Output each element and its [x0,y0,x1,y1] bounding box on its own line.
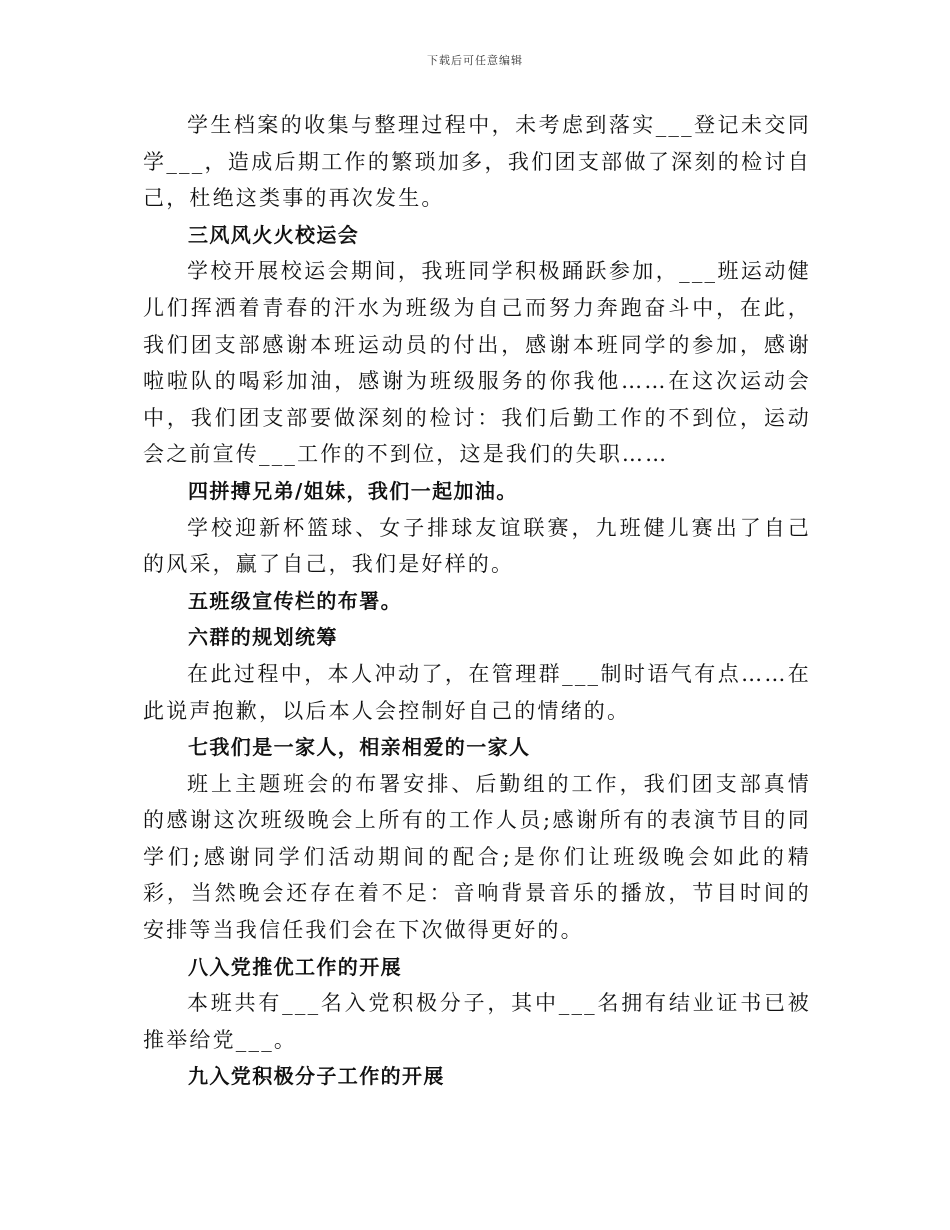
page-header: 下载后可任意编辑 [427,54,523,67]
section-heading: 三风风火火校运会 [188,222,360,247]
section-heading: 八入党推优工作的开展 [188,954,402,979]
section-heading: 五班级宣传栏的布署。 [188,588,402,613]
section-heading: 四拼搏兄弟/姐妹，我们一起加油。 [188,478,518,503]
section-heading: 六群的规划统筹 [188,625,338,650]
section-heading: 七我们是一家人，相亲相爱的一家人 [188,735,531,760]
document-body [143,107,811,1095]
paragraph: 学校迎新杯篮球、女子排球友谊联赛，九班健儿赛出了自己的风采，赢了自己，我们是好样的。 [143,515,811,577]
section-heading: 九入党积极分子工作的开展 [188,1064,445,1089]
paragraph: 本班共有___名入党积极分子，其中___名拥有结业证书已被推举给党___。 [143,991,811,1052]
paragraph: 在此过程中，本人冲动了，在管理群___制时语气有点……在此说声抱歉，以后本人会控制好自己的情绪的。 [143,661,811,723]
paragraph: 学校开展校运会期间，我班同学积极踊跃参加，___班运动健儿们挥洒着青春的汗水为班级为自己而努力奔跑奋斗中，在此，我们团支部感谢本班运动员的付出，感谢本班同学的参加，感谢啦啦队的喝彩加油，感谢为班级服务的你我他……在这次运动会中，我们团支部要做深刻的检讨：我们后勤工作的不到位，运动会之前宣传___工作的不到位，这是我们的失职…… [143,259,811,467]
paragraph: 班上主题班会的布署安排、后勤组的工作，我们团支部真情的感谢这次班级晚会上所有的工作人员;感谢所有的表演节目的同学们;感谢同学们活动期间的配合;是你们让班级晚会如此的精彩，当然晚会还存在着不足：音响背景音乐的播放，节目时间的安排等当我信任我们会在下次做得更好的。 [143,771,811,943]
paragraph: 学生档案的收集与整理过程中，未考虑到落实___登记未交同学___，造成后期工作的繁琐加多，我们团支部做了深刻的检讨自己，杜绝这类事的再次发生。 [143,113,811,211]
